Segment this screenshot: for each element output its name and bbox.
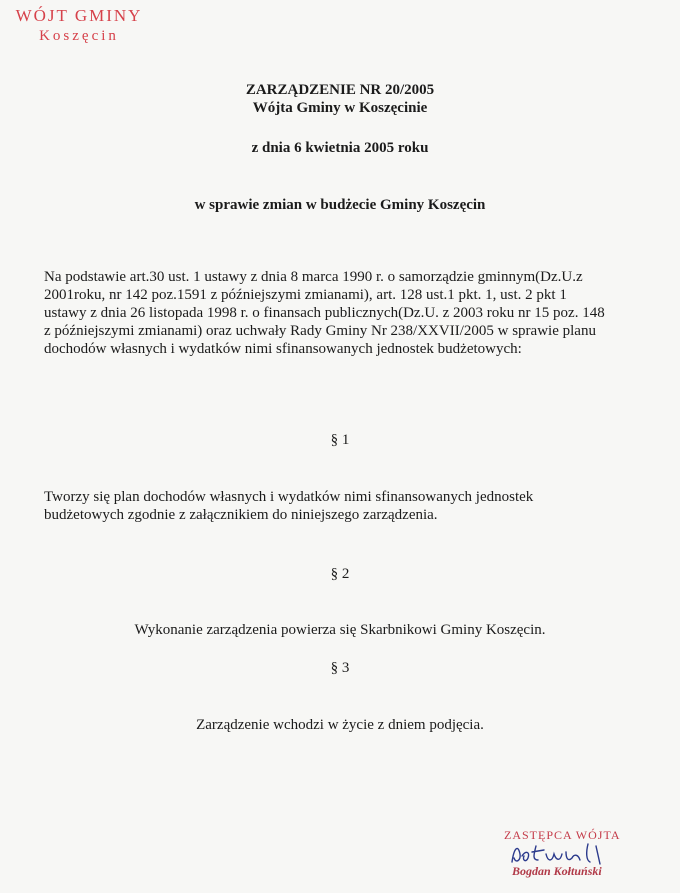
office-stamp: [4, 6, 154, 46]
section-1-line: Tworzy się plan dochodów własnych i wydatków nimi sfinansowanych jednostek: [44, 489, 534, 505]
stamp-line-2: Koszęcin: [39, 28, 119, 44]
section-2-heading: § 2: [330, 566, 350, 582]
section-1-heading: § 1: [330, 432, 350, 448]
deputy-stamp: ZASTĘPCA WÓJTA: [504, 828, 621, 842]
legal-basis-line: dochodów własnych i wydatków nimi sfinansowanych jednostek budżetowych:: [44, 341, 522, 357]
legal-basis-line: 2001roku, nr 142 poz.1591 z późniejszymi zmianami), art. 128 ust.1 pkt. 1, ust. 2 pkt 1: [44, 287, 567, 303]
section-2-text: Wykonanie zarządzenia powierza się Skarbnikowi Gminy Koszęcin.: [134, 622, 546, 638]
section-3-heading: § 3: [330, 660, 350, 676]
legal-basis-line: ustawy z dnia 26 listopada 1998 r. o finansach publicznych(Dz.U. z 2003 roku nr 15 poz. 148: [44, 305, 605, 321]
document-subject: w sprawie zmian w budżecie Gminy Koszęcin: [194, 197, 486, 213]
legal-basis-line: z późniejszymi zmianami) oraz uchwały Rady Gminy Nr 238/XXVII/2005 w sprawie planu: [44, 323, 596, 339]
section-1-text: [44, 488, 624, 524]
document-issuer: Wójta Gminy w Koszęcinie: [252, 100, 428, 116]
signer-name: Bogdan Kołtuński: [512, 864, 602, 878]
document-date: z dnia 6 kwietnia 2005 roku: [251, 140, 429, 156]
legal-basis-line: Na podstawie art.30 ust. 1 ustawy z dnia 8 marca 1990 r. o samorządzie gminnym(Dz.U.z: [44, 269, 583, 285]
section-1-line: budżetowych zgodnie z załącznikiem do niniejszego zarządzenia.: [44, 507, 438, 523]
stamp-line-1: WÓJT GMINY: [15, 6, 143, 25]
legal-basis: [44, 268, 624, 358]
document-title: ZARZĄDZENIE NR 20/2005: [245, 82, 435, 98]
section-3-text: Zarządzenie wchodzi w życie z dniem podjęcia.: [196, 717, 484, 733]
